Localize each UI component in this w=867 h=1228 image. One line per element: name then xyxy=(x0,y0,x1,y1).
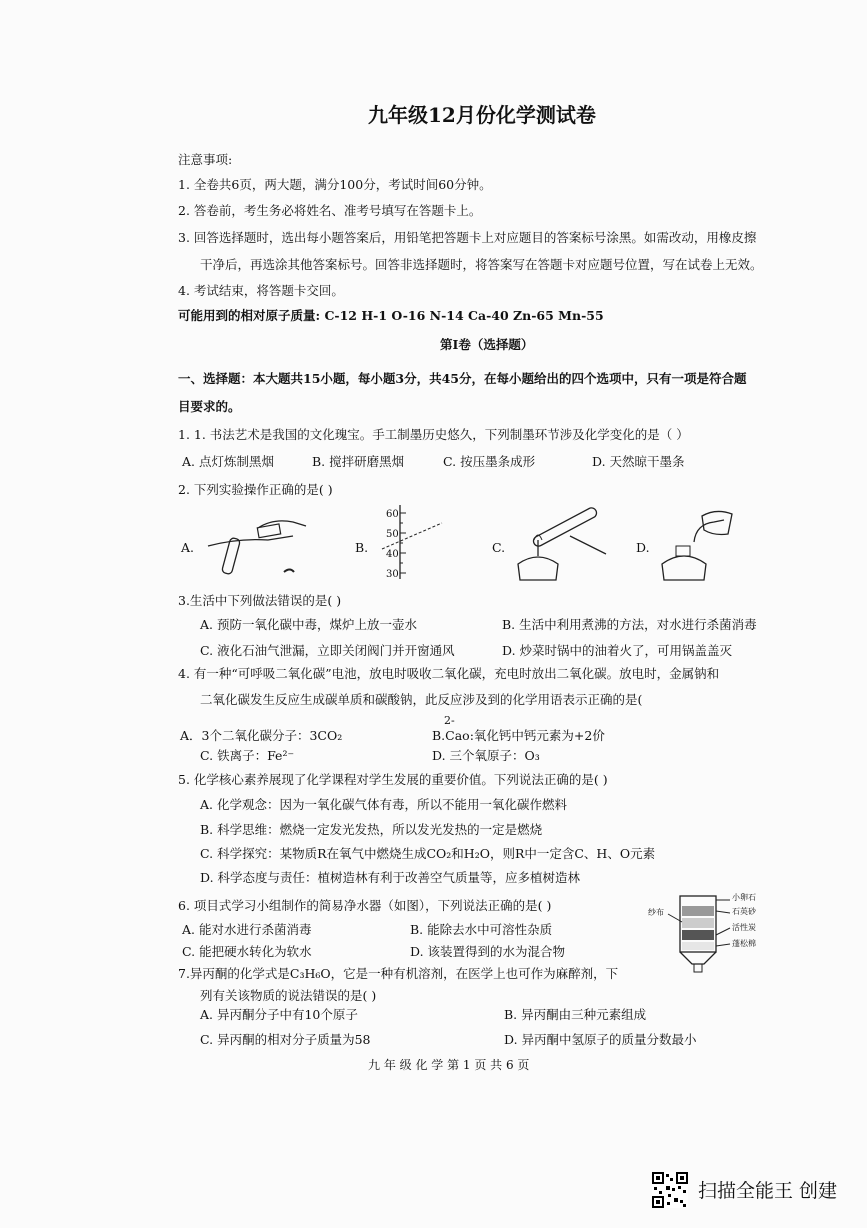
notice-item-3-cont: 干净后，再选涂其他答案标号。回答非选择题时，将答案写在答题卡对应题号位置，写在试卷上无效。 xyxy=(200,257,763,272)
scale-60: 60 xyxy=(386,509,399,520)
q5-stem: 5. 化学核心素养展现了化学课程对学生发展的重要价值。下列说法正确的是( ) xyxy=(178,772,608,787)
test-tube-pouring-figure xyxy=(198,508,318,583)
q2-stem: 2. 下列实验操作正确的是( ) xyxy=(178,482,333,497)
q7-option-c: C. 异丙酮的相对分子质量为58 xyxy=(200,1032,371,1047)
scanner-watermark: 扫描全能王 创建 xyxy=(698,1180,838,1202)
q3-option-d: D. 炒菜时锅中的油着火了，可用锅盖盖灭 xyxy=(502,643,733,658)
q6-option-a: A. 能对水进行杀菌消毒 xyxy=(182,922,312,937)
water-purifier-figure xyxy=(640,892,770,976)
q3-option-b: B. 生活中利用煮沸的方法，对水进行杀菌消毒 xyxy=(502,617,757,632)
q6-option-d: D. 该装置得到的水为混合物 xyxy=(410,944,566,959)
q4-option-c: C. 铁离子：Fe²⁻ xyxy=(200,748,295,763)
q5-option-c: C. 科学探究：某物质R在氧气中燃烧生成CO₂和H₂O，则R中一定含C、H、O元素 xyxy=(200,846,656,861)
notice-item-2: 2. 答卷前，考生务必将姓名、准考号填写在答题卡上。 xyxy=(178,203,482,218)
scale-50: 50 xyxy=(386,529,399,540)
section-intro: 一、选择题：本大题共15小题，每小题3分，共45分，在每小题给出的四个选项中，只有一项是符合题 xyxy=(178,371,747,386)
notice-item-4: 4. 考试结束，将答题卡交回。 xyxy=(178,283,344,298)
q1-stem: 1. 1. 书法艺术是我国的文化瑰宝。手工制墨历史悠久，下列制墨环节涉及化学变化的是（ ） xyxy=(178,427,689,442)
q7-option-d: D. 异丙酮中氢原子的质量分数最小 xyxy=(504,1032,697,1047)
notice-heading: 注意事项: xyxy=(178,152,233,167)
q4-option-d: D. 三个氧原子：O₃ xyxy=(432,748,540,763)
q1-option-d: D. 天然晾干墨条 xyxy=(592,454,685,469)
alcohol-lamp-heating-figure xyxy=(510,506,615,584)
q7-stem-cont: 列有关该物质的说法错误的是( ) xyxy=(200,988,377,1003)
scale-30: 30 xyxy=(386,569,399,580)
atomic-masses: 可能用到的相对原子质量: C-12 H-1 O-16 N-14 Ca-40 Zn-65 Mn-55 xyxy=(178,308,604,323)
q2-option-d: D. xyxy=(636,540,650,555)
q2-option-b: B. xyxy=(355,540,369,555)
q4-option-a: A．3个二氧化碳分子：3CO₂ xyxy=(180,728,343,743)
graduated-cylinder-figure xyxy=(372,503,452,581)
notice-item-3: 3. 回答选择题时，选出每小题答案后，用铅笔把答题卡上对应题目的答案标号涂黑。如需改动，用橡皮擦 xyxy=(178,230,757,245)
purifier-label-cotton: 蓬松棉 xyxy=(732,939,756,948)
q6-option-c: C. 能把硬水转化为软水 xyxy=(182,944,312,959)
purifier-label-gauze: 纱布 xyxy=(648,908,664,917)
q1-option-c: C. 按压墨条成形 xyxy=(443,454,536,469)
q3-option-c: C. 液化石油气泄漏，立即关闭阀门并开窗通风 xyxy=(200,643,455,658)
lamp-lighting-figure xyxy=(654,506,744,584)
q3-option-a: A. 预防一氧化碳中毒，煤炉上放一壶水 xyxy=(200,617,417,632)
page-title: 九年级12月份化学测试卷 xyxy=(368,103,596,127)
page-footer: 九 年 级 化 学 第 1 页 共 6 页 xyxy=(368,1058,530,1072)
q2-option-c: C. xyxy=(492,540,506,555)
q4-option-b: B.Cao:氧化钙中钙元素为+2价 xyxy=(432,728,605,743)
q7-stem: 7.异丙酮的化学式是C₃H₆O，它是一种有机溶剂，在医学上也可作为麻醉剂，下 xyxy=(178,966,619,981)
q6-stem: 6. 项目式学习小组制作的简易净水器（如图），下列说法正确的是( ) xyxy=(178,898,552,913)
section-intro-cont: 目要求的。 xyxy=(178,399,241,414)
purifier-label-sand: 石英砂 xyxy=(732,907,756,916)
q4-stem: 4. 有一种“可呼吸二氧化碳”电池，放电时吸收二氧化碳，充电时放出二氧化碳。放电时，金属钠和 xyxy=(178,666,720,681)
q5-option-d: D. 科学态度与责任：植树造林有利于改善空气质量等，应多植树造林 xyxy=(200,870,581,885)
q3-stem: 3.生活中下列做法错误的是( ) xyxy=(178,593,342,608)
notice-item-1: 1. 全卷共6页，两大题，满分100分，考试时间60分钟。 xyxy=(178,177,492,192)
q6-option-b: B. 能除去水中可溶性杂质 xyxy=(410,922,553,937)
q1-option-b: B. 搅拌研磨黑烟 xyxy=(312,454,405,469)
q7-option-a: A. 异丙酮分子中有10个原子 xyxy=(200,1007,358,1022)
qr-code-icon xyxy=(652,1172,688,1208)
purifier-label-pebbles: 小卵石 xyxy=(732,893,756,902)
q2-option-a: A. xyxy=(181,540,195,555)
q5-option-a: A. 化学观念：因为一氧化碳气体有毒，所以不能用一氧化碳作燃料 xyxy=(200,797,567,812)
q1-option-a: A. 点灯炼制黑烟 xyxy=(182,454,274,469)
q7-option-b: B. 异丙酮由三种元素组成 xyxy=(504,1007,647,1022)
section-title: 第I卷（选择题） xyxy=(440,337,534,352)
scale-40: 40 xyxy=(386,549,399,560)
q4-stem-cont: 二氧化碳发生反应生成碳单质和碳酸钠，此反应涉及到的化学用语表示正确的是( xyxy=(200,692,643,707)
q4-charge-superscript: 2- xyxy=(444,714,455,727)
purifier-label-carbon: 活性炭 xyxy=(732,923,756,932)
q5-option-b: B. 科学思维：燃烧一定发光发热，所以发光发热的一定是燃烧 xyxy=(200,822,543,837)
